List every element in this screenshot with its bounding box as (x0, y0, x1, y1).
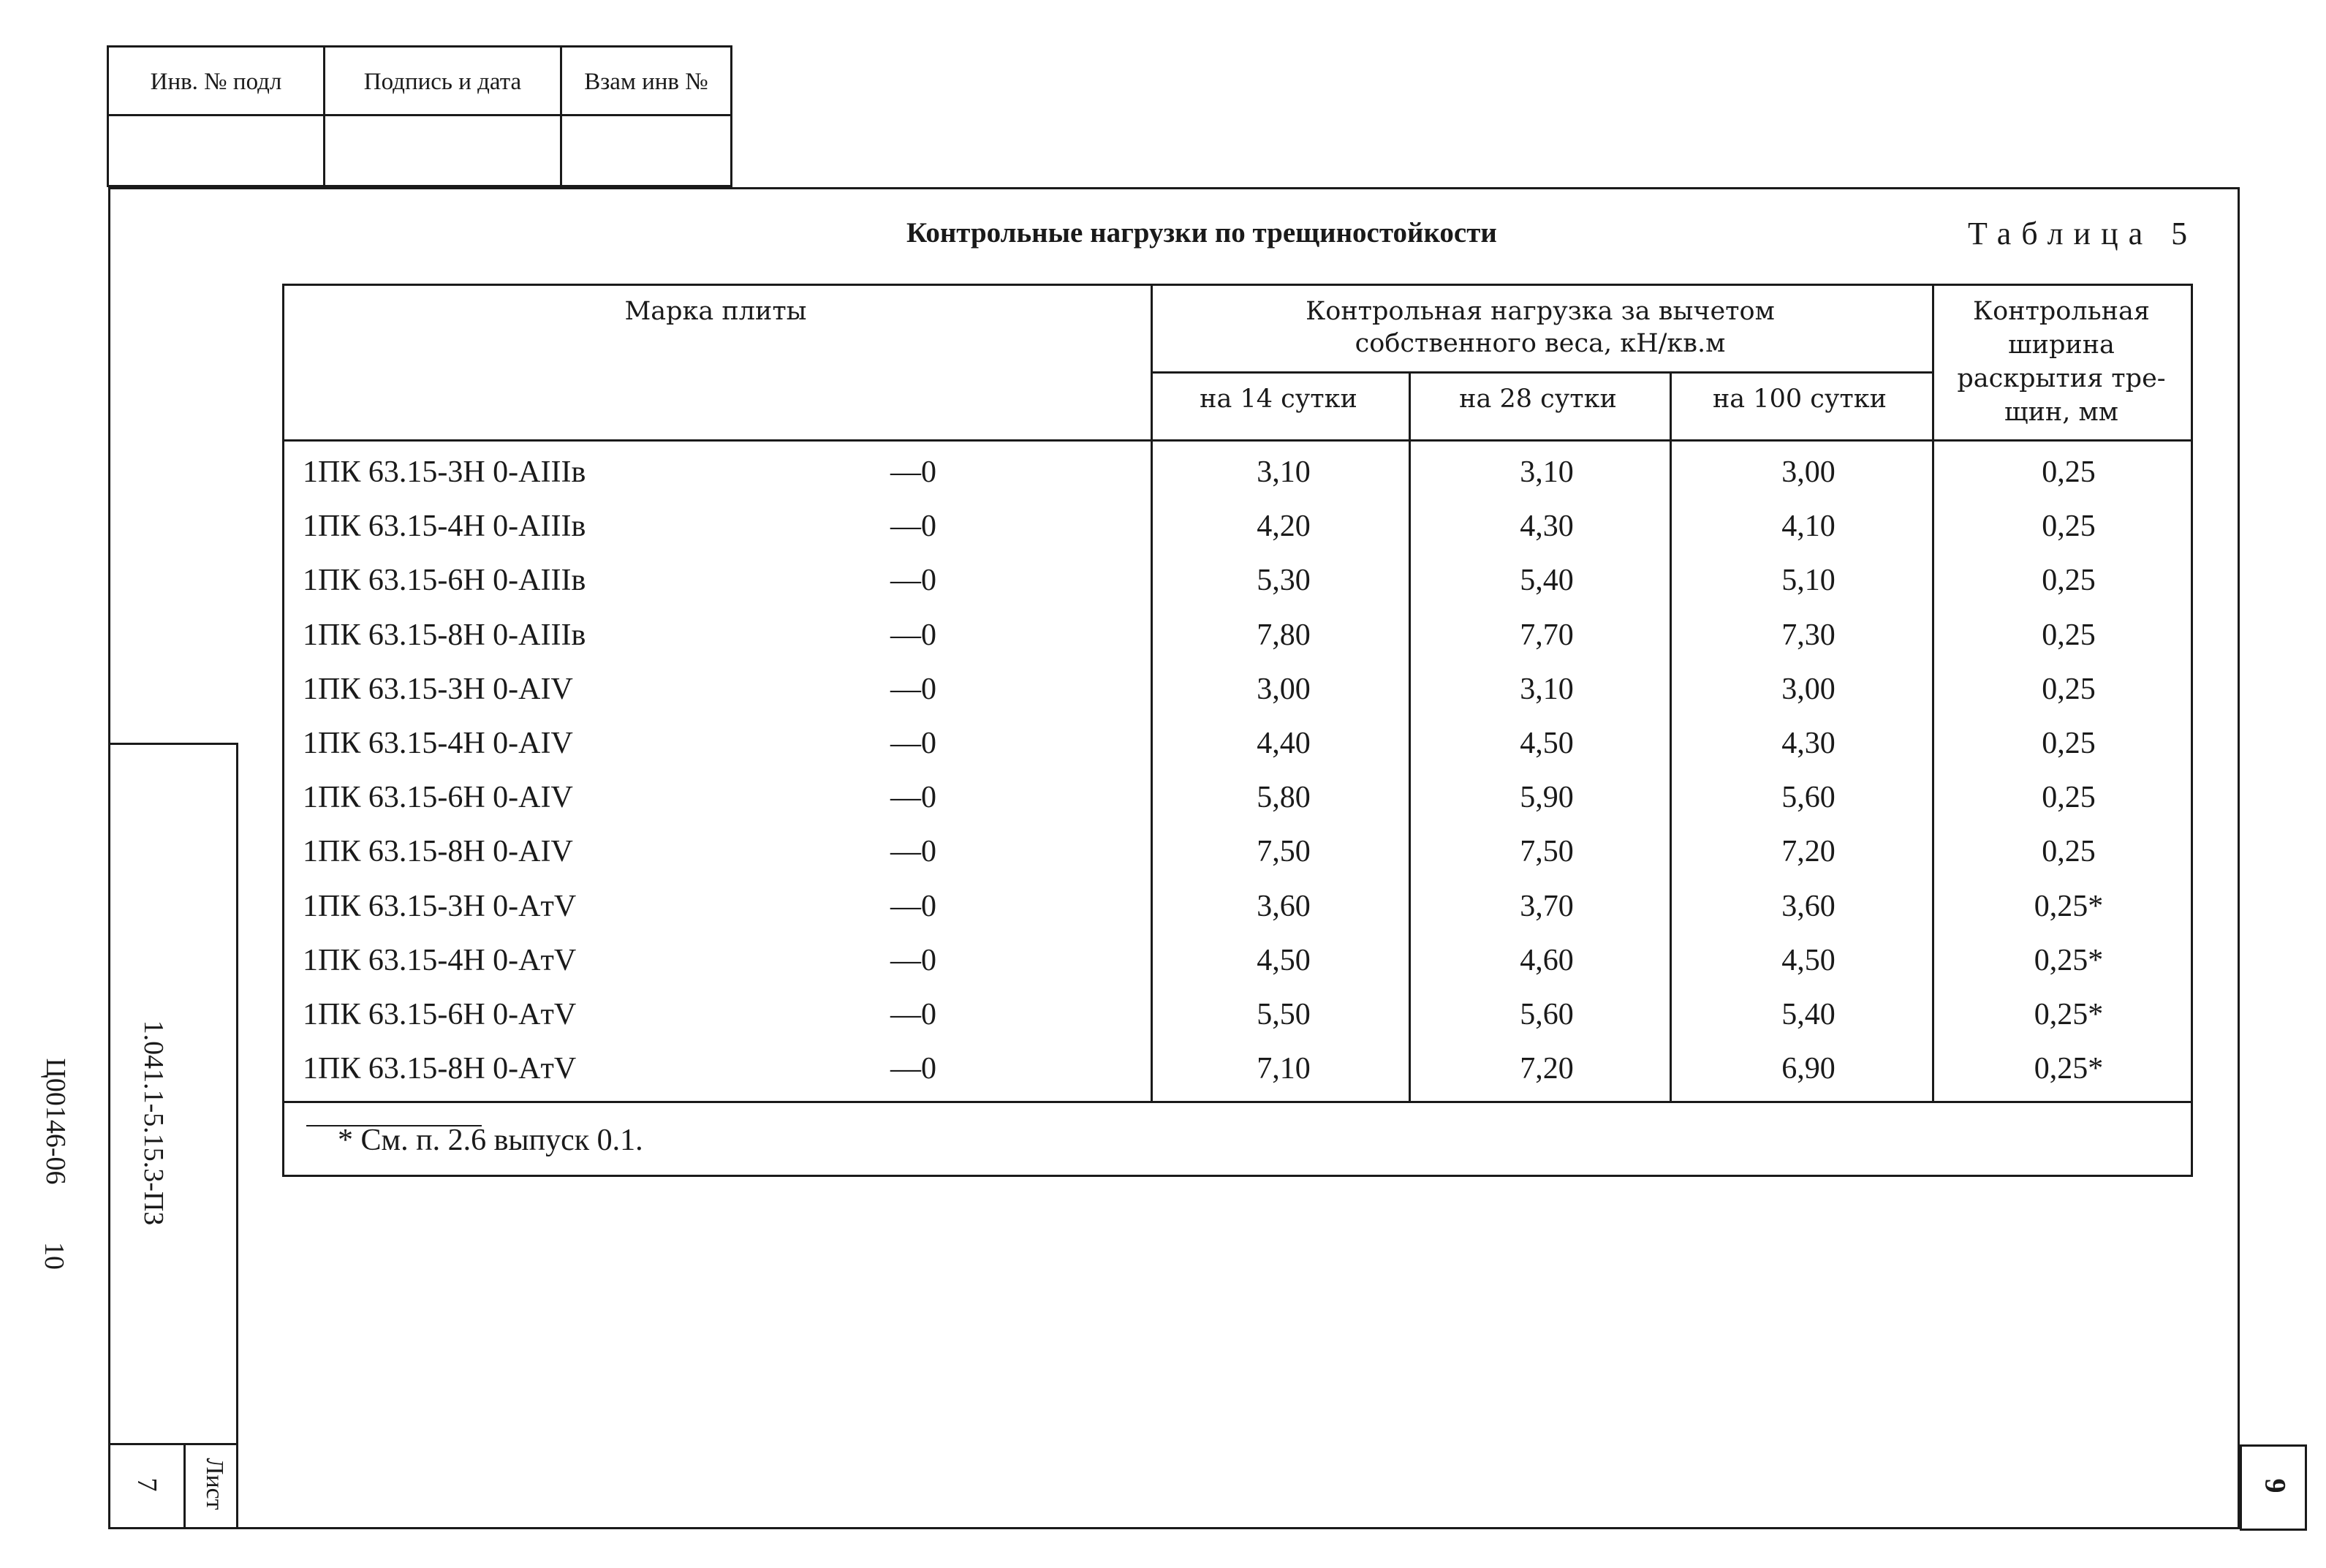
cell-day100: 5,10 (1781, 564, 1836, 597)
header-divider (284, 439, 2191, 442)
cell-day100: 3,00 (1781, 455, 1836, 489)
cell-width: 0,25* (2034, 998, 2104, 1031)
cell-width: 0,25 (2042, 673, 2096, 706)
cell-day100: 4,30 (1781, 727, 1836, 760)
cell-day100: 7,30 (1781, 618, 1836, 652)
cell-width: 0,25 (2042, 835, 2096, 868)
footnote: * См. п. 2.6 выпуск 0.1. (338, 1124, 643, 1157)
cell-mark-suffix: —0 (890, 510, 936, 543)
cell-mark: 1ПК 63.15-6Н 0-AIIIв (303, 564, 586, 597)
cell-day14: 7,80 (1257, 618, 1311, 652)
cell-mark-suffix: —0 (890, 1052, 936, 1086)
cell-day28: 4,60 (1520, 944, 1574, 977)
cell-day14: 3,60 (1257, 890, 1311, 923)
cell-day28: 4,50 (1520, 727, 1574, 760)
sheet-divider (183, 1445, 186, 1527)
cell-day28: 7,70 (1520, 618, 1574, 652)
archive-code: Ц00146-06 (40, 1058, 71, 1185)
cell-day28: 7,20 (1520, 1052, 1574, 1086)
header-mark: Марка плиты (624, 297, 807, 326)
subheader-divider (1151, 371, 1934, 374)
cell-width: 0,25 (2042, 727, 2096, 760)
cell-width: 0,25 (2042, 564, 2096, 597)
cell-day100: 6,90 (1781, 1052, 1836, 1086)
cell-day14: 4,50 (1257, 944, 1311, 977)
cell-day14: 3,00 (1257, 673, 1311, 706)
cell-day100: 4,10 (1781, 510, 1836, 543)
cell-day14: 4,20 (1257, 510, 1311, 543)
cell-mark: 1ПК 63.15-4Н 0-AтV (303, 944, 577, 977)
cell-day100: 3,60 (1781, 890, 1836, 923)
cell-day28: 5,60 (1520, 998, 1574, 1031)
cell-mark-suffix: —0 (890, 835, 936, 868)
stamp-replaced-inv: Взам инв № (584, 69, 708, 95)
cell-mark: 1ПК 63.15-3Н 0-AIIIв (303, 455, 586, 489)
header-load-line2: собственного веса, кН/кв.м (1355, 329, 1726, 358)
cell-day28: 3,10 (1520, 673, 1574, 706)
cell-width: 0,25 (2042, 618, 2096, 652)
cell-mark-suffix: —0 (890, 890, 936, 923)
cell-width: 0,25 (2042, 455, 2096, 489)
footer-divider (284, 1101, 2191, 1103)
cell-mark: 1ПК 63.15-3Н 0-AтV (303, 890, 577, 923)
cell-day14: 5,80 (1257, 781, 1311, 814)
stamp-signature-date: Подпись и дата (363, 69, 522, 95)
cell-day28: 3,70 (1520, 890, 1574, 923)
header-width-line4: щин, мм (2004, 398, 2118, 427)
col-divider-14 (1409, 371, 1411, 1103)
cell-mark: 1ПК 63.15-6Н 0-AIV (303, 781, 573, 814)
archive-page: 10 (39, 1242, 69, 1270)
header-width-line3: раскрытия тре- (1957, 364, 2166, 393)
cell-day14: 4,40 (1257, 727, 1311, 760)
cell-day14: 5,30 (1257, 564, 1311, 597)
header-day100: на 100 сутки (1712, 385, 1887, 414)
page-number-box (2240, 1444, 2307, 1531)
cell-day100: 5,40 (1781, 998, 1836, 1031)
cell-day28: 7,50 (1520, 835, 1574, 868)
cell-mark-suffix: —0 (890, 727, 936, 760)
cell-mark: 1ПК 63.15-6Н 0-AтV (303, 998, 577, 1031)
cell-mark: 1ПК 63.15-3Н 0-AIV (303, 673, 573, 706)
header-width-line1: Контрольная (1973, 297, 2150, 326)
approval-stamp (107, 45, 732, 187)
cell-mark: 1ПК 63.15-8Н 0-AтV (303, 1052, 577, 1086)
cell-day28: 5,90 (1520, 781, 1574, 814)
cell-width: 0,25 (2042, 781, 2096, 814)
cell-width: 0,25* (2034, 890, 2104, 923)
cell-mark-suffix: —0 (890, 673, 936, 706)
stamp-inv-podl: Инв. № подл (150, 69, 282, 95)
cell-day100: 5,60 (1781, 781, 1836, 814)
header-day14: на 14 сутки (1200, 385, 1357, 414)
col-divider-28 (1670, 371, 1672, 1103)
table-number: Таблица 5 (1968, 216, 2198, 251)
cell-mark-suffix: —0 (890, 998, 936, 1031)
sheet-label: Лист (201, 1458, 228, 1510)
cell-day100: 4,50 (1781, 944, 1836, 977)
cell-mark: 1ПК 63.15-4Н 0-AIIIв (303, 510, 586, 543)
cell-mark-suffix: —0 (890, 618, 936, 652)
cell-mark-suffix: —0 (890, 455, 936, 489)
stamp-divider-h (109, 114, 730, 116)
cell-day28: 5,40 (1520, 564, 1574, 597)
cell-mark-suffix: —0 (890, 944, 936, 977)
cell-day14: 7,10 (1257, 1052, 1311, 1086)
cell-day28: 3,10 (1520, 455, 1574, 489)
cell-mark: 1ПК 63.15-8Н 0-AIV (303, 835, 573, 868)
cell-width: 0,25 (2042, 510, 2096, 543)
header-day28: на 28 сутки (1459, 385, 1617, 414)
cell-day14: 7,50 (1257, 835, 1311, 868)
cell-day28: 4,30 (1520, 510, 1574, 543)
cell-day14: 3,10 (1257, 455, 1311, 489)
cell-mark: 1ПК 63.15-8Н 0-AIIIв (303, 618, 586, 652)
header-load-line1: Контрольная нагрузка за вычетом (1306, 297, 1775, 326)
header-width-line2: ширина (2008, 330, 2115, 360)
cell-mark-suffix: —0 (890, 564, 936, 597)
table-title: Контрольные нагрузки по трещиностойкости (906, 217, 1497, 249)
document-code: 1.041.1-5.15.3-ПЗ (138, 1020, 169, 1226)
cell-width: 0,25* (2034, 1052, 2104, 1086)
cell-width: 0,25* (2034, 944, 2104, 977)
cell-mark: 1ПК 63.15-4Н 0-AIV (303, 727, 573, 760)
side-code-box (108, 743, 238, 1444)
page-number: 9 (2259, 1478, 2292, 1493)
sheet-number: 7 (132, 1477, 162, 1492)
cell-day14: 5,50 (1257, 998, 1311, 1031)
cell-day100: 7,20 (1781, 835, 1836, 868)
sheet-box (108, 1443, 238, 1529)
cell-mark-suffix: —0 (890, 781, 936, 814)
cell-day100: 3,00 (1781, 673, 1836, 706)
